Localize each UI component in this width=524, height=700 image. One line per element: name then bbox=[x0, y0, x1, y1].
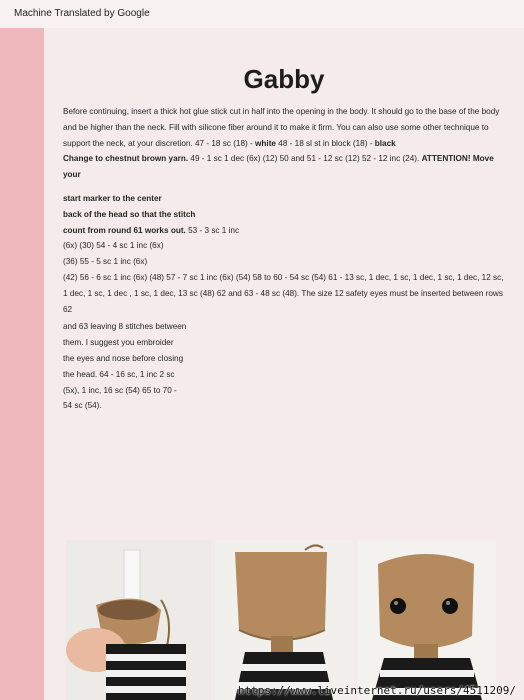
left-margin-band bbox=[0, 0, 44, 700]
round-line-b: (36) 55 - 5 sc 1 inc (6x) bbox=[63, 257, 148, 267]
photo-head-shaping bbox=[215, 540, 354, 700]
color-black-label: black bbox=[374, 138, 396, 148]
translation-note: Machine Translated by Google bbox=[14, 8, 150, 19]
round-line-f: the eyes and nose before closing bbox=[63, 353, 184, 363]
photo-neck-support bbox=[66, 540, 211, 700]
page-title: Gabby bbox=[243, 64, 325, 94]
marker-note: start marker to the center back of the head so that the stitch count from round 61 works out. 53 - 3 sc 1 inc bbox=[63, 193, 240, 235]
round-line-g: the head. 64 - 16 sc, 1 inc 2 sc bbox=[63, 369, 175, 379]
round-line-h: (5x), 1 inc, 16 sc (54) 65 to 70 - bbox=[63, 385, 177, 395]
round-line-i: 54 sc (54). bbox=[63, 401, 102, 411]
progress-photos bbox=[66, 540, 496, 700]
attention-note: ATTENTION! Move your bbox=[63, 154, 494, 180]
round-line-a: (6x) (30) 54 - 4 sc 1 inc (6x) bbox=[63, 241, 164, 251]
round-line-e: them. I suggest you embroider bbox=[63, 338, 174, 348]
pattern-text bbox=[63, 104, 508, 414]
source-watermark: https://www.liveinternet.ru/users/4511209/ bbox=[237, 684, 516, 697]
round-line-d: and 63 leaving 8 stitches between bbox=[63, 322, 187, 332]
head-with-eyes-image bbox=[358, 540, 496, 700]
neck-support-image bbox=[66, 540, 211, 700]
photo-head-with-eyes bbox=[358, 540, 496, 700]
change-yarn-note: Change to chestnut brown yarn. bbox=[63, 154, 189, 164]
round-line-c: (42) 56 - 6 sc 1 inc (6x) (48) 57 - 7 sc 1 inc (6x) (54) 58 to 60 - 54 sc (54) 61 - 13 sc, 1 dec, 1 sc, 1 dec, 1 sc, 1 dec, 12 sc, 1 dec, 1 sc, 1 dec , 1 sc, 1 dec, 13 sc (48) 62 and 63 - 48 sc (48). The size 12 safety eyes must be inserted between rows 62 bbox=[63, 272, 504, 314]
translation-bar bbox=[0, 0, 524, 28]
head-shaping-image bbox=[215, 540, 354, 700]
intro-paragraph: Before continuing, insert a thick hot glue stick cut in half into the opening in the body. It should go to the base of the body and be higher than the neck. Fill with silicone fiber around it to make it firm. You can also use some other technique to support the neck, at your discretion. 47 - 18 sc (18) - white 48 - 18 sl st in block (18) - black Change to chestnut brown yarn. 49 - 1 sc 1 dec (6x) (12) 50 and 51 - 12 sc (12) 52 - 12 inc (24). ATTENTION! Move your bbox=[63, 107, 500, 180]
color-white-label: white bbox=[255, 138, 276, 148]
